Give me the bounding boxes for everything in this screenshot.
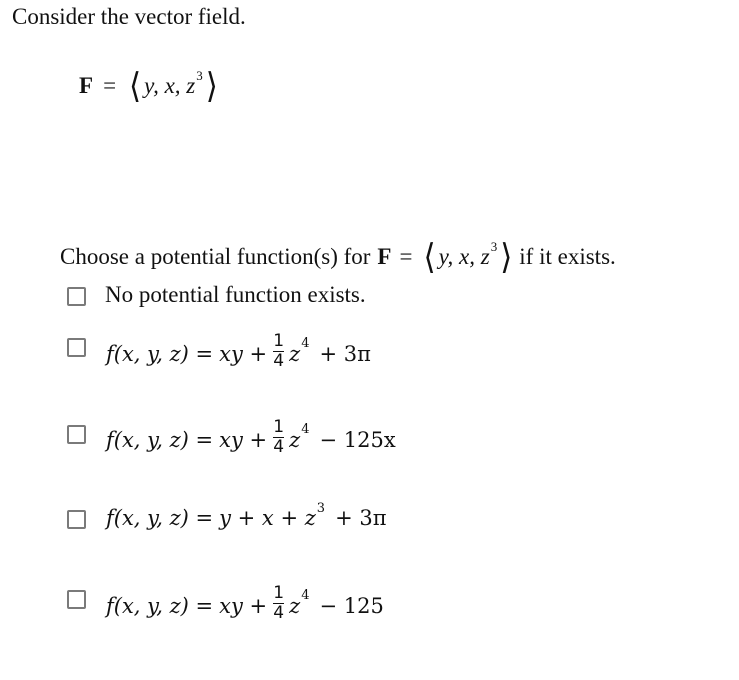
option-2-exponent: 4 bbox=[301, 422, 310, 437]
one-quarter-fraction bbox=[273, 418, 284, 457]
option-3-expr: y + x + z bbox=[219, 506, 316, 530]
fraction-denominator: 4 bbox=[273, 603, 285, 623]
option-1-lead: xy + bbox=[219, 341, 268, 366]
option-lhs: f(x, y, z) = bbox=[106, 341, 214, 366]
option-3-expression bbox=[106, 500, 387, 530]
option-2-lead: xy + bbox=[219, 427, 268, 452]
checkbox-option-4[interactable] bbox=[67, 590, 86, 609]
one-quarter-fraction bbox=[273, 584, 284, 623]
prompt-components: y, x, z bbox=[438, 243, 490, 269]
option-2-var: z bbox=[289, 427, 301, 452]
checkbox-option-2[interactable] bbox=[67, 425, 86, 444]
left-angle-bracket: ⟨ bbox=[423, 236, 436, 277]
right-angle-bracket: ⟩ bbox=[205, 65, 218, 106]
field-exponent: 3 bbox=[196, 67, 203, 83]
option-2-expression bbox=[106, 417, 396, 459]
option-4-var: z bbox=[289, 593, 301, 618]
field-components: y, x, z bbox=[144, 72, 196, 98]
option-lhs: f(x, y, z) = bbox=[106, 427, 214, 452]
fraction-denominator: 4 bbox=[273, 437, 285, 457]
option-2-tail: − 125x bbox=[319, 427, 396, 452]
checkbox-no-potential[interactable] bbox=[67, 287, 86, 306]
fraction-numerator: 1 bbox=[273, 583, 285, 603]
question-prompt bbox=[60, 236, 616, 277]
option-4-lead: xy + bbox=[219, 593, 268, 618]
prompt-field-symbol: F bbox=[377, 243, 392, 269]
option-lhs: f(x, y, z) = bbox=[106, 593, 214, 618]
prompt-text: Choose a potential function(s) for bbox=[60, 243, 371, 269]
fraction-denominator: 4 bbox=[273, 351, 285, 371]
problem-heading: Consider the vector field. bbox=[12, 4, 246, 29]
option-4-tail: − 125 bbox=[319, 593, 384, 618]
option-1-var: z bbox=[289, 341, 301, 366]
checkbox-option-3[interactable] bbox=[67, 510, 86, 529]
option-4-expression bbox=[106, 583, 384, 625]
right-angle-bracket: ⟩ bbox=[500, 236, 513, 277]
option-3-exponent: 3 bbox=[316, 500, 326, 516]
option-lhs: f(x, y, z) = bbox=[106, 506, 214, 530]
option-1-expression bbox=[106, 331, 371, 373]
option-3-tail: + 3π bbox=[335, 506, 387, 530]
prompt-equals: = bbox=[399, 243, 413, 269]
left-angle-bracket: ⟨ bbox=[129, 65, 142, 106]
field-equals: = bbox=[103, 72, 117, 98]
option-1-tail: + 3π bbox=[319, 341, 371, 366]
prompt-exponent: 3 bbox=[490, 238, 498, 254]
field-symbol: F bbox=[79, 72, 94, 98]
fraction-numerator: 1 bbox=[273, 417, 285, 437]
vector-field-equation bbox=[79, 65, 221, 106]
checkbox-option-1[interactable] bbox=[67, 338, 86, 357]
prompt-tail: if it exists. bbox=[519, 243, 616, 269]
option-1-exponent: 4 bbox=[301, 336, 310, 351]
option-4-exponent: 4 bbox=[301, 588, 310, 603]
option-no-potential-label: No potential function exists. bbox=[105, 282, 366, 307]
fraction-numerator: 1 bbox=[273, 331, 285, 351]
one-quarter-fraction bbox=[273, 332, 284, 371]
